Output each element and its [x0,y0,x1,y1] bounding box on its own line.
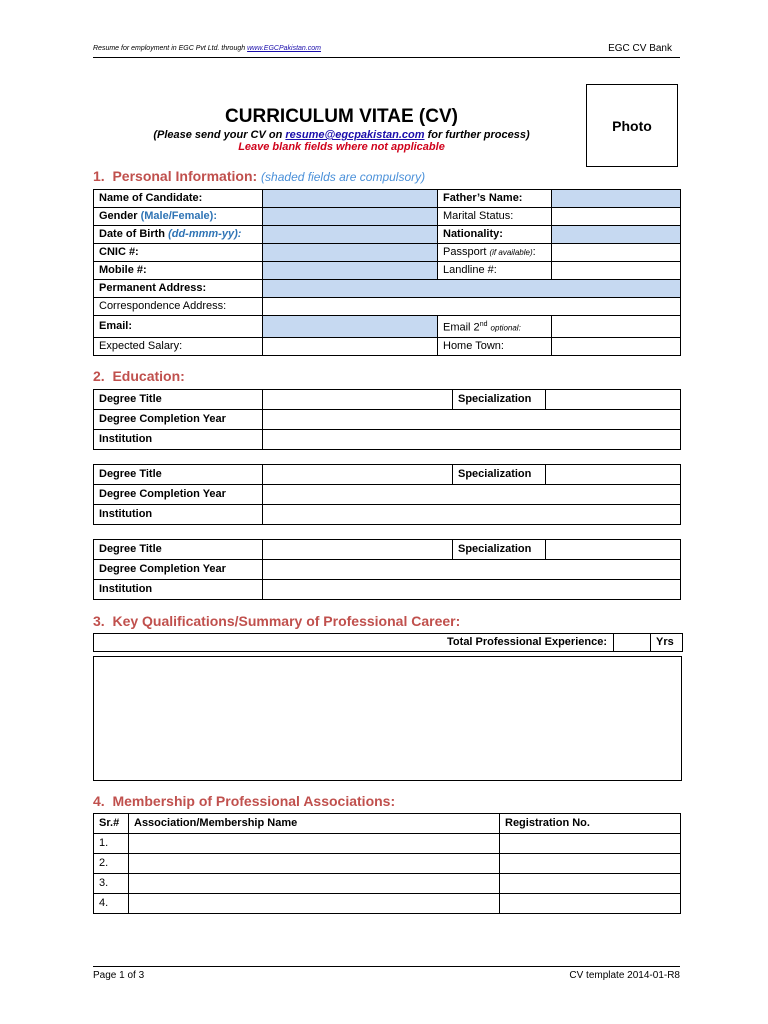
gender-field[interactable] [263,208,438,226]
page-number: Page 1 of 3 [93,970,145,981]
table-row: 3. [94,874,681,894]
dob-field[interactable] [263,226,438,244]
completion-year-field[interactable] [263,560,681,580]
association-name-field[interactable] [129,834,500,854]
photo-box[interactable]: Photo [586,84,678,167]
registration-no-field[interactable] [500,854,681,874]
degree-title-field[interactable] [263,465,453,485]
template-version: CV template 2014-01-R8 [569,970,680,981]
egc-website-link[interactable]: www.EGCPakistan.com [247,45,321,52]
header-note: Resume for employment in EGC Pvt Ltd. through www.EGCPakistan.com [93,45,321,52]
section-membership-heading: 4. Membership of Professional Associations: [93,793,396,809]
institution-field[interactable] [263,580,681,600]
passport-field[interactable] [552,244,681,262]
email2-field[interactable] [552,316,681,338]
page-title: CURRICULUM VITAE (CV) [225,106,458,127]
section-education-heading: 2. Education: [93,368,185,384]
marital-status-field[interactable] [552,208,681,226]
institution-field[interactable] [263,430,681,450]
nationality-field[interactable] [552,226,681,244]
compulsory-note: (shaded fields are compulsory) [261,170,426,184]
footer-divider [93,966,680,967]
education-table-2: Degree Title Specialization Degree Completion Year Institution [93,464,681,525]
association-name-field[interactable] [129,894,500,914]
total-experience-field[interactable] [614,634,651,652]
specialization-field[interactable] [546,390,681,410]
table-row: 4. [94,894,681,914]
name-field[interactable] [263,190,438,208]
specialization-field[interactable] [546,540,681,560]
degree-title-field[interactable] [263,390,453,410]
section-personal-info-heading: 1. Personal Information: (shaded fields are compulsory) [93,168,426,184]
completion-year-field[interactable] [263,485,681,505]
landline-field[interactable] [552,262,681,280]
section-qualifications-heading: 3. Key Qualifications/Summary of Professional Career: [93,613,461,629]
table-row: 1. [94,834,681,854]
hometown-field[interactable] [552,337,681,355]
completion-year-field[interactable] [263,410,681,430]
association-name-field[interactable] [129,854,500,874]
institution-field[interactable] [263,505,681,525]
registration-no-field[interactable] [500,834,681,854]
permanent-address-field[interactable] [263,280,681,298]
resume-email-link[interactable]: resume@egcpakistan.com [285,129,425,141]
father-name-field[interactable] [552,190,681,208]
header-divider [93,57,680,58]
blank-fields-notice: Leave blank fields where not applicable [238,141,445,153]
submission-instructions: (Please send your CV on resume@egcpakistan.com for further process) [153,129,530,141]
personal-info-table: Name of Candidate: Father’s Name: Gender (Male/Female): Marital Status: Date of Birth (dd-mmm-yy): Nationality: CNIC #: Passport (if available): Mobile #: Landline #: Permanent Address: Correspondence Address: Email: Email 2nd optional: Expected Salary: Home Town: [93,189,681,356]
mobile-field[interactable] [263,262,438,280]
specialization-field[interactable] [546,465,681,485]
experience-table: Total Professional Experience: Yrs [93,633,683,652]
degree-title-field[interactable] [263,540,453,560]
email-field[interactable] [263,316,438,338]
registration-no-field[interactable] [500,894,681,914]
education-table-3: Degree Title Specialization Degree Completion Year Institution [93,539,681,600]
correspondence-address-field[interactable] [263,298,681,316]
table-row: 2. [94,854,681,874]
registration-no-field[interactable] [500,874,681,894]
membership-table: Sr.# Association/Membership Name Registration No. 1. 2. 3. 4. [93,813,681,914]
association-name-field[interactable] [129,874,500,894]
header-bank-label: EGC CV Bank [608,43,672,54]
cnic-field[interactable] [263,244,438,262]
qualifications-summary-field[interactable] [93,656,682,781]
expected-salary-field[interactable] [263,337,438,355]
education-table-1: Degree Title Specialization Degree Completion Year Institution [93,389,681,450]
